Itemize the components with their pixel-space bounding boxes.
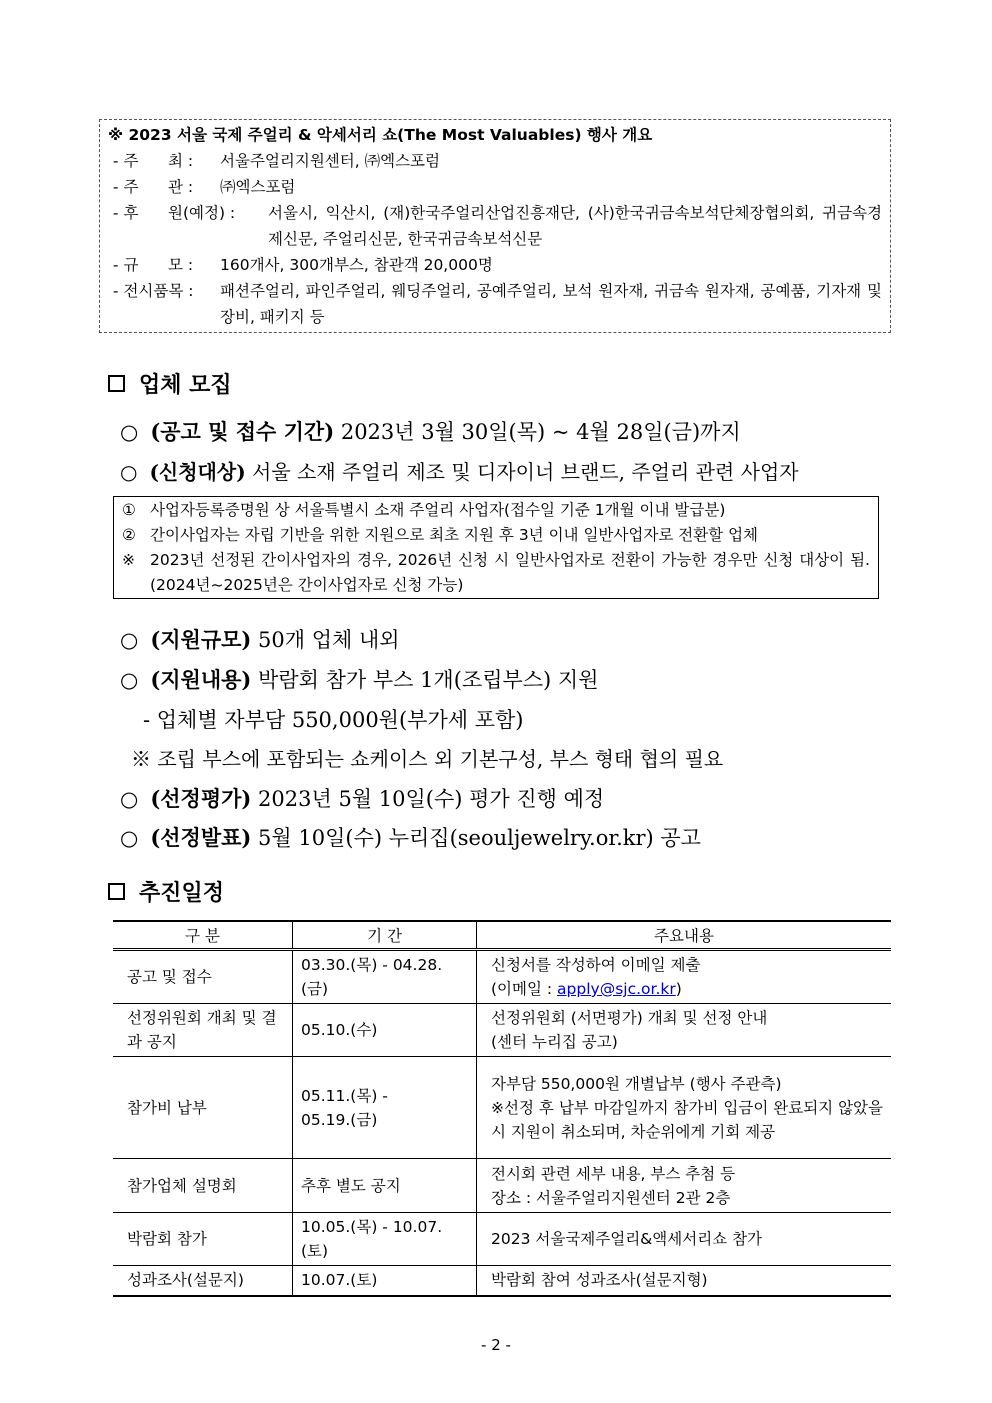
content-line: 자부담 550,000원 개별납부 (행사 주관측)	[491, 1074, 782, 1093]
cell-period: 03.30.(목) - 04.28.(금)	[293, 950, 477, 1004]
column-header: 주요내용	[477, 921, 892, 950]
eligibility-mark: ②	[122, 526, 136, 544]
content-line	[491, 977, 883, 1001]
column-header: 기 간	[293, 921, 477, 950]
cell-content	[477, 1004, 892, 1057]
eligibility-mark: ①	[122, 501, 136, 519]
table-row	[113, 1004, 891, 1057]
cell-period: 05.10.(수)	[293, 1004, 477, 1057]
section-heading-recruit	[108, 368, 232, 399]
overview-label: - 규 모 :	[108, 256, 194, 274]
cell-category: 공고 및 접수	[113, 950, 293, 1004]
bullet-circle-icon: ○	[120, 826, 139, 850]
item-label: (지원규모)	[150, 627, 252, 652]
overview-row-items	[108, 278, 882, 330]
overview-value: 서울주얼리지원센터, ㈜엑스포럼	[220, 152, 441, 170]
table-row	[113, 1213, 891, 1266]
item-value: 5월 10일(수) 누리집(seouljewelry.or.kr) 공고	[258, 826, 701, 850]
cell-category: 박람회 참가	[113, 1213, 293, 1266]
content-text: (이메일 :	[491, 980, 558, 998]
overview-row-scale	[108, 252, 882, 278]
cell-category: 참가비 납부	[113, 1057, 293, 1159]
overview-label: - 전시품목 :	[108, 282, 194, 300]
table-row	[113, 1057, 891, 1159]
item-label: (선정발표)	[150, 825, 252, 850]
eligibility-text: 간이사업자는 자립 기반을 위한 지원으로 최초 지원 후 3년 이내 일반사업자로 전환할 업체	[150, 526, 759, 544]
eligibility-row	[122, 498, 870, 523]
cell-period: 추후 별도 공지	[293, 1159, 477, 1213]
overview-label: - 주 관 :	[108, 178, 194, 196]
checkbox-square-icon	[108, 375, 125, 392]
item-value: 50개 업체 내외	[258, 628, 400, 652]
cell-period: 05.11.(목) - 05.19.(금)	[293, 1057, 477, 1159]
schedule-table	[113, 920, 891, 1297]
bullet-circle-icon: ○	[120, 668, 139, 692]
cell-content	[477, 950, 892, 1004]
bullet-circle-icon: ○	[120, 460, 138, 484]
item-announce	[120, 822, 701, 852]
eligibility-text: 사업자등록증명원 상 서울특별시 소재 주얼리 사업자(접수일 기준 1개월 이내 발급분)	[150, 501, 726, 519]
bullet-circle-icon: ○	[120, 420, 139, 444]
item-eval	[120, 783, 604, 813]
content-line: 장소 : 서울주얼리지원센터 2관 2층	[491, 1188, 731, 1207]
column-header: 구 분	[113, 921, 293, 950]
item-content-note: ※ 조립 부스에 포함되는 쇼케이스 외 기본구성, 부스 형태 협의 필요	[131, 747, 724, 771]
cell-content: 2023 서울국제주얼리&액세서리쇼 참가	[477, 1213, 892, 1266]
item-content-sub: - 업체별 자부담 550,000원(부가세 포함)	[143, 708, 524, 732]
item-label: (신청대상)	[149, 460, 246, 484]
overview-row-host	[108, 148, 882, 174]
item-target	[120, 456, 799, 485]
cell-content: 박람회 참여 성과조사(설문지형)	[477, 1266, 892, 1296]
table-header-row	[113, 921, 891, 950]
bullet-circle-icon: ○	[120, 628, 139, 652]
item-scale	[120, 624, 400, 654]
checkbox-square-icon	[108, 883, 125, 900]
item-value: 2023년 3월 30일(목) ~ 4월 28일(금)까지	[340, 420, 741, 444]
content-line: 전시회 관련 세부 내용, 부스 추첨 등	[491, 1164, 736, 1183]
cell-category: 성과조사(설문지)	[113, 1266, 293, 1296]
event-overview-box	[99, 119, 891, 333]
cell-period: 10.05.(목) - 10.07.(토)	[293, 1213, 477, 1266]
bullet-circle-icon: ○	[120, 787, 139, 811]
item-value: 서울 소재 주얼리 제조 및 디자이너 브랜드, 주얼리 관련 사업자	[252, 460, 799, 484]
item-label: (공고 및 접수 기간)	[150, 419, 335, 444]
cell-content	[477, 1159, 892, 1213]
table-row	[113, 1159, 891, 1213]
overview-value: 서울시, 익산시, (재)한국주얼리산업진흥재단, (사)한국귀금속보석단체장협의회, 귀금속경제신문, 주얼리신문, 한국귀금속보석신문	[268, 204, 882, 248]
table-row	[113, 950, 891, 1004]
eligibility-row	[122, 523, 870, 548]
item-label: (지원내용)	[150, 667, 252, 692]
overview-row-sponsor	[108, 200, 882, 252]
overview-value: 패션주얼리, 파인주얼리, 웨딩주얼리, 공예주얼리, 보석 원자재, 귀금속 원자재, 공예품, 기자재 및 장비, 패키지 등	[220, 282, 882, 326]
section-heading-schedule	[108, 876, 224, 907]
section-title: 추진일정	[139, 880, 225, 906]
item-period	[120, 416, 741, 446]
overview-title: ※ 2023 서울 국제 주얼리 & 악세서리 쇼(The Most Valuables) 행사 개요	[108, 126, 653, 144]
content-line: 신청서를 작성하여 이메일 제출	[491, 956, 701, 974]
overview-label: - 후 원(예정) :	[108, 204, 236, 222]
eligibility-box	[113, 496, 879, 599]
content-line: ※선정 후 납부 마감일까지 참가비 입금이 완료되지 않았을 시 지원이 취소되며, 차순위에게 기회 제공	[491, 1098, 883, 1141]
cell-content	[477, 1057, 892, 1159]
content-text: )	[675, 980, 682, 998]
cell-period: 10.07.(토)	[293, 1266, 477, 1296]
eligibility-row	[122, 548, 870, 598]
item-value: 박람회 참가 부스 1개(조립부스) 지원	[258, 668, 599, 692]
item-label: (선정평가)	[150, 786, 252, 811]
overview-value: 160개사, 300개부스, 참관객 20,000명	[220, 256, 493, 274]
item-content	[120, 664, 599, 694]
cell-category: 선정위원회 개최 및 결과 공지	[113, 1004, 293, 1057]
eligibility-text: 2023년 선정된 간이사업자의 경우, 2026년 신청 시 일반사업자로 전환이 가능한 경우만 신청 대상이 됨. (2024년~2025년은 간이사업자로 신청 가능)	[150, 551, 870, 594]
content-line: (센터 누리집 공고)	[491, 1033, 618, 1051]
overview-value: ㈜엑스포럼	[220, 178, 296, 196]
overview-row-organizer	[108, 174, 882, 200]
item-value: 2023년 5월 10일(수) 평가 진행 예정	[258, 787, 605, 811]
eligibility-mark: ※	[122, 551, 135, 569]
content-line: 선정위원회 (서면평가) 개최 및 선정 안내	[491, 1009, 768, 1027]
cell-category: 참가업체 설명회	[113, 1159, 293, 1213]
page-number: - 2 -	[481, 1336, 511, 1354]
overview-label: - 주 최 :	[108, 152, 194, 170]
table-row	[113, 1266, 891, 1296]
section-title: 업체 모집	[139, 372, 232, 398]
email-link[interactable]: apply@sjc.or.kr	[557, 980, 676, 998]
